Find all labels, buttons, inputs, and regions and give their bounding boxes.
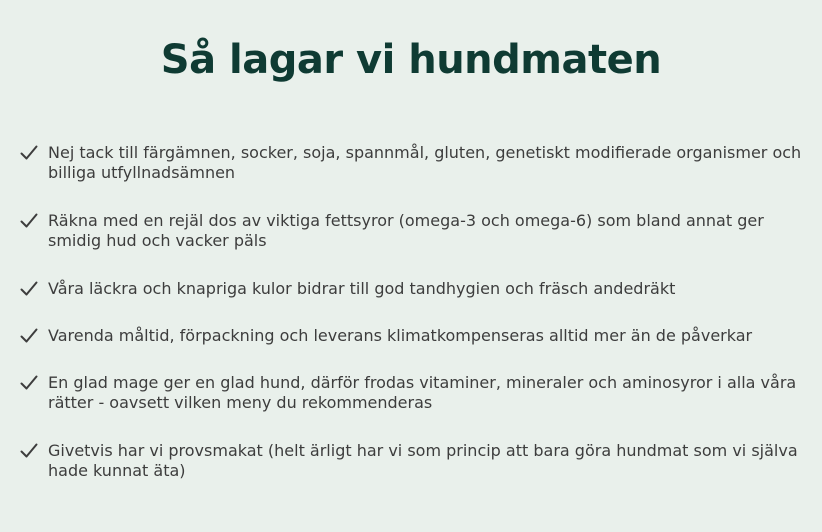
list-item [18,143,818,183]
feature-list [18,143,818,509]
list-item [18,279,818,299]
feature-text: Varenda måltid, förpackning och leverans klimatkompenseras alltid mer än de påverkar [48,326,753,345]
check-icon [20,375,38,391]
feature-text: Givetvis har vi provsmakat (helt ärligt har vi som princip att bara göra hundmat som vi själva hade kunnat äta) [48,441,798,480]
feature-text: Nej tack till färgämnen, socker, soja, spannmål, gluten, genetiskt modifierade organismer och billiga utfyllnadsämnen [48,143,802,182]
list-item [18,373,818,413]
check-icon [20,281,38,297]
list-item [18,211,818,251]
check-icon [20,328,38,344]
feature-text: Våra läckra och knapriga kulor bidrar till god tandhygien och fräsch andedräkt [48,279,676,298]
list-item [18,326,818,346]
list-item [18,441,818,481]
page-title: Så lagar vi hundmaten [160,37,662,83]
check-icon [20,443,38,459]
feature-text: Räkna med en rejäl dos av viktiga fettsyror (omega-3 och omega-6) som bland annat ger smidig hud och vacker päls [48,211,764,250]
check-icon [20,213,38,229]
feature-text: En glad mage ger en glad hund, därför frodas vitaminer, mineraler och aminosyror i alla våra rätter - oavsett vilken meny du rekommenderas [48,373,797,412]
check-icon [20,145,38,161]
